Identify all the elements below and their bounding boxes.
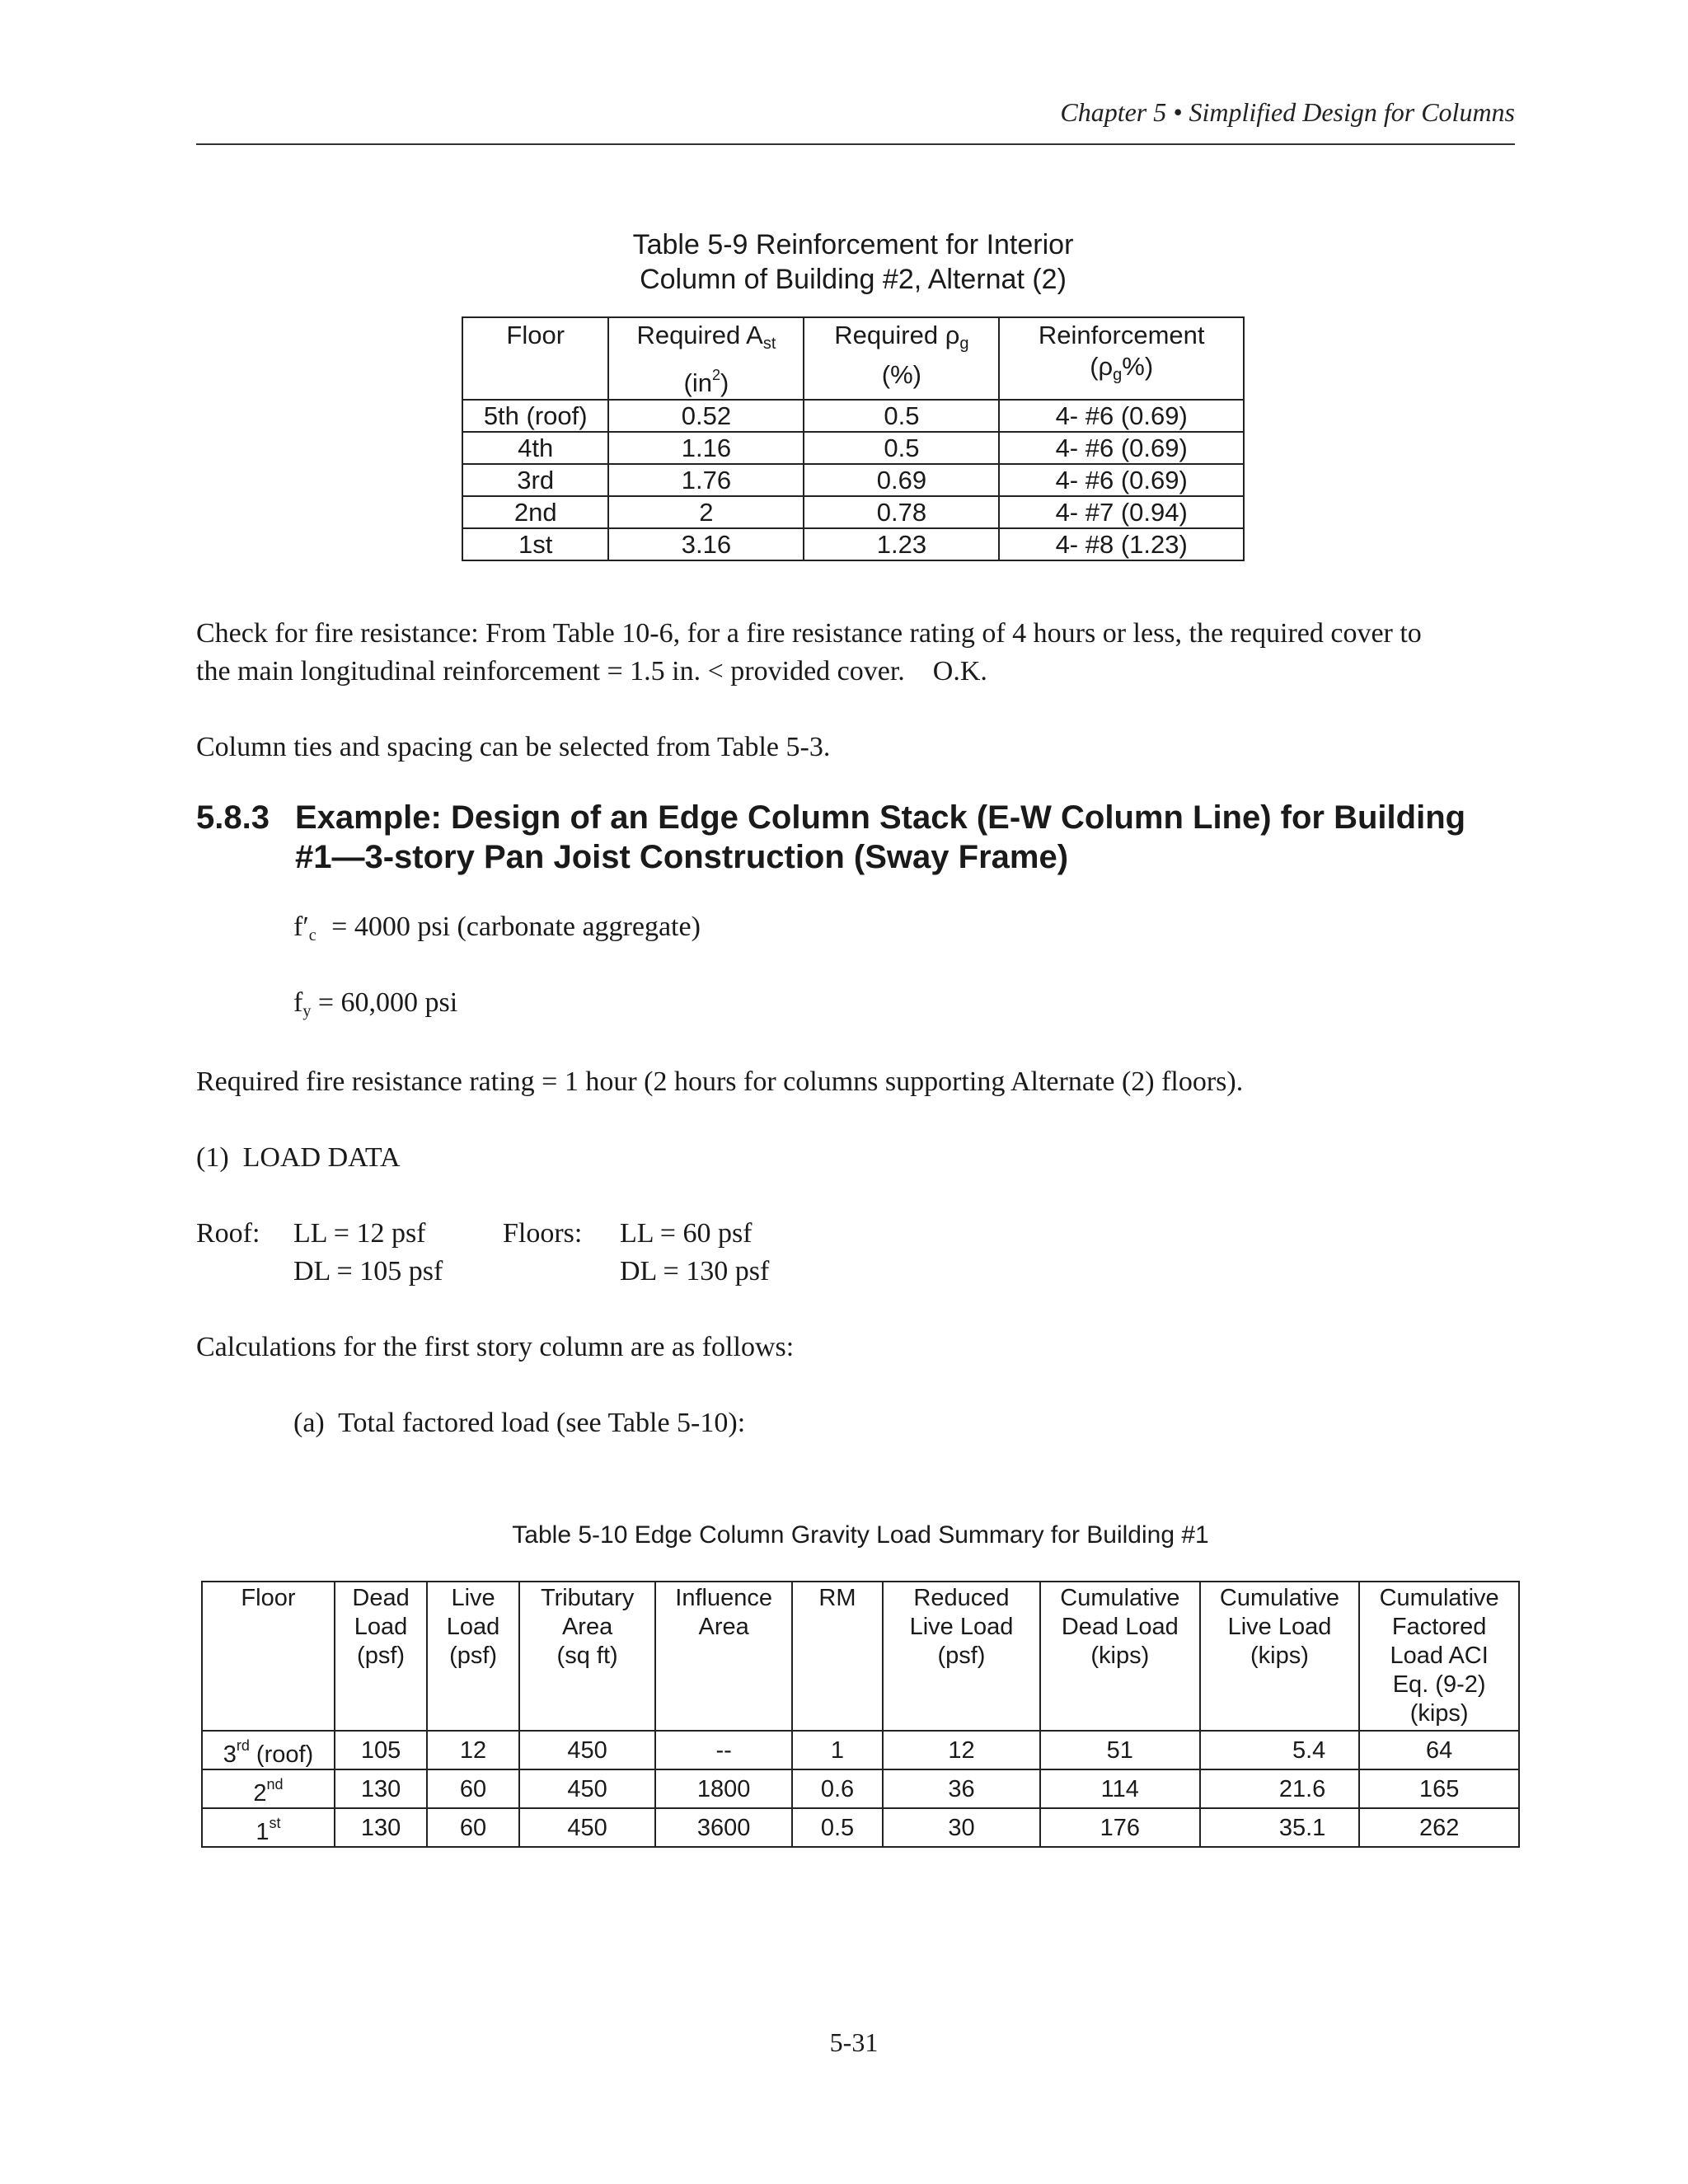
cell-cumulative-live-load: 5.4 bbox=[1200, 1731, 1360, 1769]
cell-ast: 3.16 bbox=[608, 528, 804, 560]
fire-rating-paragraph: Required fire resistance rating = 1 hour (2 hours for columns supporting Alternate (2) floors). bbox=[196, 1066, 1244, 1097]
cell-dead-load: 130 bbox=[335, 1769, 427, 1808]
cell-live-load: 12 bbox=[427, 1731, 519, 1769]
table-row bbox=[462, 464, 1244, 496]
cell-tributary-area: 450 bbox=[519, 1769, 655, 1808]
cell-ast: 2 bbox=[608, 496, 804, 528]
fc-symbol: f′ bbox=[293, 912, 309, 942]
cell-live-load: 60 bbox=[427, 1808, 519, 1847]
running-header: Chapter 5 • Simplified Design for Columns bbox=[1060, 97, 1515, 127]
cell-ast: 1.16 bbox=[608, 432, 804, 464]
cell-floor: 4th bbox=[462, 432, 608, 464]
table-row bbox=[462, 400, 1244, 432]
fy-value: = 60,000 psi bbox=[317, 987, 458, 1018]
header-influence-area: Influence Area bbox=[655, 1582, 792, 1731]
section-heading bbox=[196, 798, 1515, 875]
header-required-ast: Required $A_{st}$ $(in^2)$ bbox=[608, 317, 804, 400]
cell-rm: 0.6 bbox=[792, 1769, 883, 1808]
table-5-10-caption: Table 5-10 Edge Column Gravity Load Summary for Building #1 bbox=[512, 1521, 1209, 1549]
section-title bbox=[295, 798, 1515, 877]
table-row bbox=[202, 1731, 1519, 1769]
header-floor: Floor bbox=[462, 317, 608, 400]
page-number: 5-31 bbox=[829, 2027, 879, 2057]
table-5-10 bbox=[201, 1581, 1520, 1848]
cell-cumulative-factored-load: 64 bbox=[1359, 1731, 1519, 1769]
cell-cumulative-dead-load: 114 bbox=[1040, 1769, 1200, 1808]
table-5-9-caption-line2: Column of Building #2, Alternat (2) bbox=[640, 264, 1067, 295]
cell-floor: 5th (roof) bbox=[462, 400, 608, 432]
load-data-heading: (1) LOAD DATA bbox=[196, 1142, 401, 1173]
cell-live-load: 60 bbox=[427, 1769, 519, 1808]
table-row bbox=[462, 528, 1244, 560]
cell-dead-load: 130 bbox=[335, 1808, 427, 1847]
cell-cumulative-dead-load: 51 bbox=[1040, 1731, 1200, 1769]
cell-reinf: 4- #8 (1.23) bbox=[999, 528, 1244, 560]
cell-influence-area: 1800 bbox=[655, 1769, 792, 1808]
cell-tributary-area: 450 bbox=[519, 1808, 655, 1847]
table-header-row bbox=[202, 1582, 1519, 1731]
cell-dead-load: 105 bbox=[335, 1731, 427, 1769]
cell-reduced-live-load: 36 bbox=[883, 1769, 1040, 1808]
cell-floor: 1st bbox=[202, 1808, 335, 1847]
section-title-line1: Example: Design of an Edge Column Stack (E-W Column Line) for Building bbox=[295, 799, 1466, 836]
cell-floor: 2nd bbox=[462, 496, 608, 528]
cell-rm: 0.5 bbox=[792, 1808, 883, 1847]
cell-cumulative-factored-load: 262 bbox=[1359, 1808, 1519, 1847]
cell-floor: 3rd bbox=[462, 464, 608, 496]
floors-label: Floors: bbox=[503, 1218, 583, 1249]
header-floor: Floor bbox=[202, 1582, 335, 1731]
cell-cumulative-factored-load: 165 bbox=[1359, 1769, 1519, 1808]
header-required-rho: Required $\rho_g$ (%) bbox=[804, 317, 999, 400]
cell-cumulative-live-load: 35.1 bbox=[1200, 1808, 1360, 1847]
floors-loads bbox=[620, 1215, 769, 1291]
roof-loads bbox=[293, 1215, 443, 1291]
cell-ast: 1.76 bbox=[608, 464, 804, 496]
header-cumulative-factored-load: Cumulative Factored Load ACI Eq. (9-2) (kips) bbox=[1359, 1582, 1519, 1731]
header-reinforcement: Reinforcement $(\rho_g\%)$ bbox=[999, 317, 1244, 400]
table-5-9 bbox=[462, 316, 1245, 561]
fire-check-line2: the main longitudinal reinforcement = 1.5 in. < provided cover. O.K. bbox=[196, 656, 987, 687]
cell-rho: 0.5 bbox=[804, 432, 999, 464]
fire-check-line1: Check for fire resistance: From Table 10-6, for a fire resistance rating of 4 hours or less, the required cover to bbox=[196, 618, 1422, 649]
fc-value: = 4000 psi (carbonate aggregate) bbox=[331, 912, 701, 942]
cell-tributary-area: 450 bbox=[519, 1731, 655, 1769]
table-row bbox=[202, 1769, 1519, 1808]
header-cumulative-live-load: Cumulative Live Load (kips) bbox=[1200, 1582, 1360, 1731]
fire-check-paragraph bbox=[196, 615, 1515, 691]
cell-influence-area: -- bbox=[655, 1731, 792, 1769]
roof-label: Roof: bbox=[196, 1218, 260, 1249]
table-5-9-caption-line1: Table 5-9 Reinforcement for Interior bbox=[632, 229, 1074, 260]
cell-reinf: 4- #7 (0.94) bbox=[999, 496, 1244, 528]
cell-floor: 1st bbox=[462, 528, 608, 560]
roof-dl: DL = 105 psf bbox=[293, 1256, 443, 1286]
table-row bbox=[462, 496, 1244, 528]
cell-rho: 0.5 bbox=[804, 400, 999, 432]
step-a: (a) Total factored load (see Table 5-10): bbox=[293, 1408, 746, 1438]
cell-influence-area: 3600 bbox=[655, 1808, 792, 1847]
cell-cumulative-dead-load: 176 bbox=[1040, 1808, 1200, 1847]
calc-intro: Calculations for the first story column are as follows: bbox=[196, 1332, 795, 1362]
roof-ll: LL = 12 psf bbox=[293, 1218, 426, 1249]
fy-subscript: y bbox=[302, 1002, 312, 1020]
floors-dl: DL = 130 psf bbox=[620, 1256, 770, 1286]
table-header-row bbox=[462, 317, 1244, 400]
cell-rho: 0.69 bbox=[804, 464, 999, 496]
header-reduced-live-load: Reduced Live Load (psf) bbox=[883, 1582, 1040, 1731]
fc-definition bbox=[293, 912, 701, 945]
fy-definition bbox=[293, 987, 457, 1021]
cell-rho: 0.78 bbox=[804, 496, 999, 528]
header-dead-load: Dead Load (psf) bbox=[335, 1582, 427, 1731]
cell-rm: 1 bbox=[792, 1731, 883, 1769]
header-live-load: Live Load (psf) bbox=[427, 1582, 519, 1731]
section-number: 5.8.3 bbox=[196, 799, 270, 836]
header-rm: RM bbox=[792, 1582, 883, 1731]
fy-symbol: f bbox=[293, 987, 303, 1018]
cell-rho: 1.23 bbox=[804, 528, 999, 560]
cell-floor: 2nd bbox=[202, 1769, 335, 1808]
header-tributary-area: Tributary Area (sq ft) bbox=[519, 1582, 655, 1731]
cell-reduced-live-load: 30 bbox=[883, 1808, 1040, 1847]
table-5-9-caption bbox=[462, 227, 1245, 297]
cell-ast: 0.52 bbox=[608, 400, 804, 432]
table-row bbox=[462, 432, 1244, 464]
section-title-line2: #1—3-story Pan Joist Construction (Sway Frame) bbox=[295, 839, 1069, 875]
cell-reinf: 4- #6 (0.69) bbox=[999, 464, 1244, 496]
cell-cumulative-live-load: 21.6 bbox=[1200, 1769, 1360, 1808]
ties-paragraph: Column ties and spacing can be selected from Table 5-3. bbox=[196, 732, 831, 762]
table-row bbox=[202, 1808, 1519, 1847]
fc-subscript: c bbox=[308, 926, 316, 944]
header-rule bbox=[196, 143, 1515, 145]
cell-reinf: 4- #6 (0.69) bbox=[999, 432, 1244, 464]
floors-ll: LL = 60 psf bbox=[620, 1218, 753, 1249]
cell-floor: 3rd (roof) bbox=[202, 1731, 335, 1769]
cell-reduced-live-load: 12 bbox=[883, 1731, 1040, 1769]
header-cumulative-dead-load: Cumulative Dead Load (kips) bbox=[1040, 1582, 1200, 1731]
cell-reinf: 4- #6 (0.69) bbox=[999, 400, 1244, 432]
